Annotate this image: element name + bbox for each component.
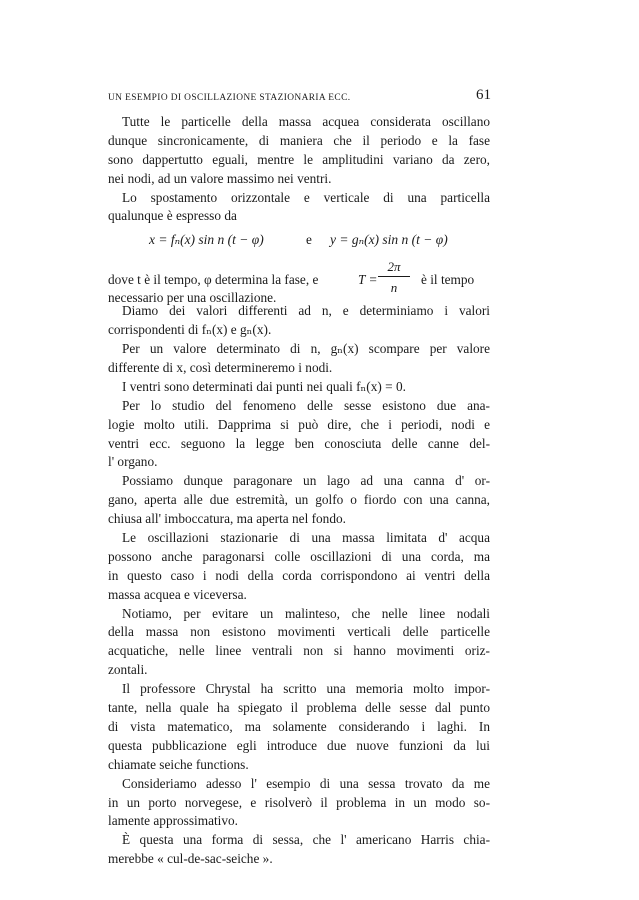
text-line: Per lo studio del fenomeno delle sesse esistono due ana- bbox=[122, 397, 490, 413]
text-line: Possiamo dunque paragonare un lago ad una canna d' or- bbox=[122, 473, 490, 489]
text-line: tante, nella quale ha spiegato il problema delle sesse dal punto bbox=[108, 700, 490, 716]
text-line: chiusa all' imboccatura, ma aperta nel fondo. bbox=[108, 511, 346, 527]
text-line: massa acquea e viceversa. bbox=[108, 586, 247, 602]
text-line: gano, aperta alle due estremità, un golfo o fiordo con una canna, bbox=[108, 492, 490, 508]
equation-conjunction: e bbox=[306, 232, 312, 248]
period-text-after: è il tempo bbox=[421, 272, 475, 288]
text-line: È questa una forma di sessa, che l' americano Harris chia- bbox=[122, 832, 490, 848]
text-line: nei nodi, ad un valore massimo nei ventri. bbox=[108, 170, 332, 186]
text-line: Consideriamo adesso l' esempio di una sessa trovato da me bbox=[122, 775, 490, 791]
equation-y: y = gₙ(x) sin n (t − φ) bbox=[330, 232, 448, 248]
running-title: UN ESEMPIO DI OSCILLAZIONE STAZIONARIA ECC. bbox=[108, 93, 351, 103]
text-line: lamente approssimativo. bbox=[108, 813, 238, 829]
text-line: I ventri sono determinati dai punti nei quali fₙ(x) = 0. bbox=[122, 378, 406, 394]
text-line: differente di x, così determineremo i nodi. bbox=[108, 360, 333, 376]
text-line: chiamate seiche functions. bbox=[108, 756, 249, 772]
text-line: Lo spostamento orizzontale e verticale di una particella bbox=[122, 189, 490, 205]
text-line: questa pubblicazione egli introduce due nuove funzioni da lui bbox=[108, 737, 490, 753]
text-line: dunque sincronicamente, di maniera che il periodo e la fase bbox=[108, 132, 490, 148]
fraction-numerator: 2π bbox=[387, 259, 401, 275]
period-text-before: dove t è il tempo, φ determina la fase, e bbox=[108, 272, 319, 288]
fraction-denominator: n bbox=[390, 280, 398, 296]
text-line: Il professore Chrystal ha scritto una memoria molto impor- bbox=[122, 681, 490, 697]
period-text-continuation: necessario per una oscillazione. bbox=[108, 290, 277, 306]
text-line: in un porto norvegese, e risolverò il problema in un modo so- bbox=[108, 794, 490, 810]
text-line: merebbe « cul-de-sac-seiche ». bbox=[108, 851, 273, 867]
page-number: 61 bbox=[476, 87, 491, 103]
text-line: in questo caso i nodi della corda corrispondono ai ventri della bbox=[108, 567, 490, 583]
text-line: Notiamo, per evitare un malinteso, che nelle linee nodali bbox=[122, 605, 490, 621]
equation-x: x = fₙ(x) sin n (t − φ) bbox=[149, 232, 264, 248]
body-text bbox=[108, 113, 490, 869]
text-line: di vista matematico, ma solamente considerando i laghi. In bbox=[108, 718, 490, 734]
text-line: zontali. bbox=[108, 662, 148, 678]
text-line: l' organo. bbox=[108, 454, 158, 470]
text-line: Le oscillazioni stazionarie di una massa limitata d' acqua bbox=[122, 530, 490, 546]
period-fraction bbox=[374, 258, 414, 298]
text-line: Per un valore determinato di n, gₙ(x) scompare per valore bbox=[122, 341, 490, 357]
displacement-equation bbox=[108, 226, 490, 258]
period-symbol: T = bbox=[358, 272, 378, 288]
text-line: ventri ecc. seguono la legge ben conosciuta delle canne del- bbox=[108, 435, 490, 451]
text-line: corrispondenti di fₙ(x) e gₙ(x). bbox=[108, 322, 272, 338]
text-line: della massa non esistono movimenti verticali delle particelle bbox=[108, 624, 490, 640]
text-line: qualunque è espresso da bbox=[108, 208, 237, 224]
text-line: acquatiche, nelle linee ventrali non si hanno movimenti oriz- bbox=[108, 643, 490, 659]
text-line: Diamo dei valori differenti ad n, e determiniamo i valori bbox=[122, 303, 490, 319]
text-line: sono dappertutto eguali, mentre le amplitudini variano da zero, bbox=[108, 151, 490, 167]
fraction-bar bbox=[378, 276, 410, 277]
period-definition bbox=[108, 258, 490, 306]
text-line: Tutte le particelle della massa acquea considerata oscillano bbox=[122, 114, 490, 129]
text-line: logie molto utili. Dapprima si può dire, che i periodi, nodi e bbox=[108, 416, 490, 432]
text-line: possono anche paragonarsi colle oscillazioni di una corda, ma bbox=[108, 548, 490, 564]
